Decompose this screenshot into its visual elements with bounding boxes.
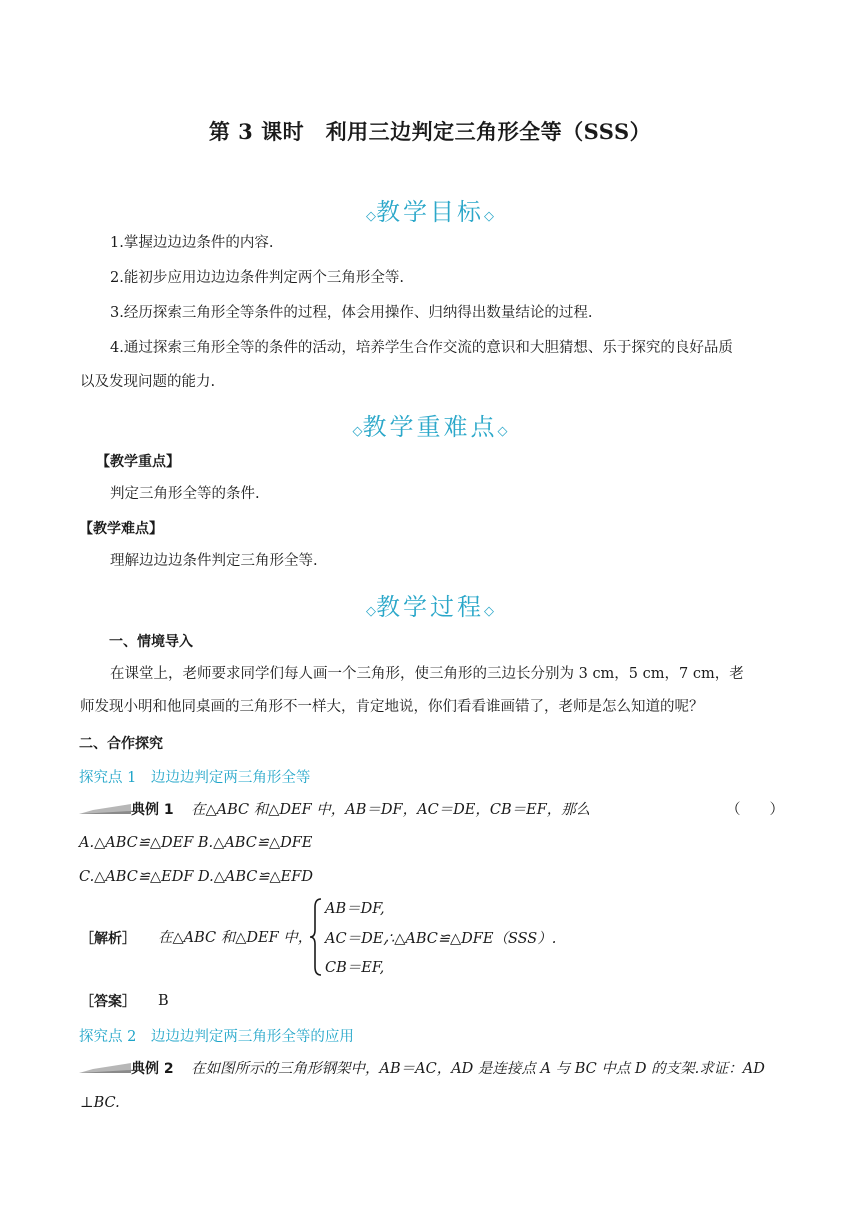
- example-text: 在如图所示的三角形钢架中，AB＝AC，AD 是连接点 A 与 BC 中点 D 的支架.求证：AD: [191, 1061, 765, 1077]
- example-marker-icon: [79, 804, 131, 814]
- diamond-left-icon: ◇: [366, 209, 376, 224]
- section-heading-objectives: [0, 192, 860, 227]
- diamond-right-icon: ◇: [484, 209, 494, 224]
- example-label: 典例 2: [131, 1061, 174, 1077]
- analysis-prefix: 在△ABC 和△DEF 中，: [158, 930, 313, 946]
- analysis-conclusion: ∴△ABC≌△DFE（SSS）.: [385, 931, 557, 947]
- example-label: 典例 1: [131, 802, 174, 818]
- section-heading-process: [0, 587, 860, 622]
- section-heading-keypoints: [0, 407, 860, 442]
- key-point-label: 【教学重点】: [96, 454, 180, 470]
- probe-title: 探究点 2 边边边判定两三角形全等的应用: [79, 1029, 354, 1045]
- example-text: 在△ABC 和△DEF 中，AB＝DF，AC＝DE，CB＝EF，那么: [191, 802, 591, 818]
- diamond-right-icon: ◇: [497, 424, 508, 439]
- diamond-left-icon: ◇: [352, 424, 363, 439]
- condition-line: AB＝DF,: [325, 901, 385, 917]
- options-line: C.△ABC≌△EDF D.△ABC≌△EFD: [79, 869, 313, 885]
- objective-item: 2.能初步应用边边边条件判定两个三角形全等.: [110, 270, 404, 286]
- objective-item: 4.通过探索三角形全等的条件的活动，培养学生合作交流的意识和大胆猜想、乐于探究的良好品质: [110, 340, 733, 356]
- page-title: 第 3 课时 利用三边判定三角形全等（SSS）: [208, 119, 652, 144]
- section-title: 教学过程: [376, 593, 484, 621]
- section-title: 教学目标: [376, 198, 484, 226]
- example-text-continued: ⊥BC.: [80, 1095, 120, 1111]
- answer-label: ［答案］: [80, 994, 136, 1010]
- key-point-text: 判定三角形全等的条件.: [110, 486, 260, 502]
- part-heading-intro: 一、情境导入: [109, 634, 193, 650]
- options-line: A.△ABC≌△DEF B.△ABC≌△DFE: [79, 835, 313, 851]
- section-title: 教学重难点: [362, 413, 498, 441]
- difficult-point-label: 【教学难点】: [79, 521, 163, 537]
- intro-paragraph-line: 在课堂上，老师要求同学们每人画一个三角形，使三角形的三边长分别为 3 cm，5 cm，7 cm，老: [110, 666, 744, 682]
- objective-item: 3.经历探索三角形全等条件的过程，体会用操作、归纳得出数量结论的过程.: [110, 305, 593, 321]
- answer-parentheses: （ ）: [726, 802, 784, 818]
- part-heading-explore: 二、合作探究: [79, 736, 163, 752]
- condition-line: CB＝EF,: [325, 960, 385, 976]
- condition-line: AC＝DE,: [325, 931, 388, 947]
- diamond-left-icon: ◇: [366, 604, 376, 619]
- objective-item: 1.掌握边边边条件的内容.: [110, 235, 274, 251]
- difficult-point-text: 理解边边边条件判定三角形全等.: [110, 553, 318, 569]
- probe-title: 探究点 1 边边边判定两三角形全等: [79, 770, 311, 786]
- answer-value: B: [158, 993, 169, 1009]
- analysis-label: ［解析］: [80, 931, 136, 947]
- intro-paragraph-line: 师发现小明和他同桌画的三角形不一样大，肯定地说，你们看看谁画错了，老师是怎么知道的呢？: [80, 699, 704, 715]
- example-marker-icon: [79, 1063, 131, 1073]
- system-brace-icon: [309, 897, 323, 977]
- diamond-right-icon: ◇: [484, 604, 494, 619]
- objective-item-continued: 以及发现问题的能力.: [80, 374, 216, 390]
